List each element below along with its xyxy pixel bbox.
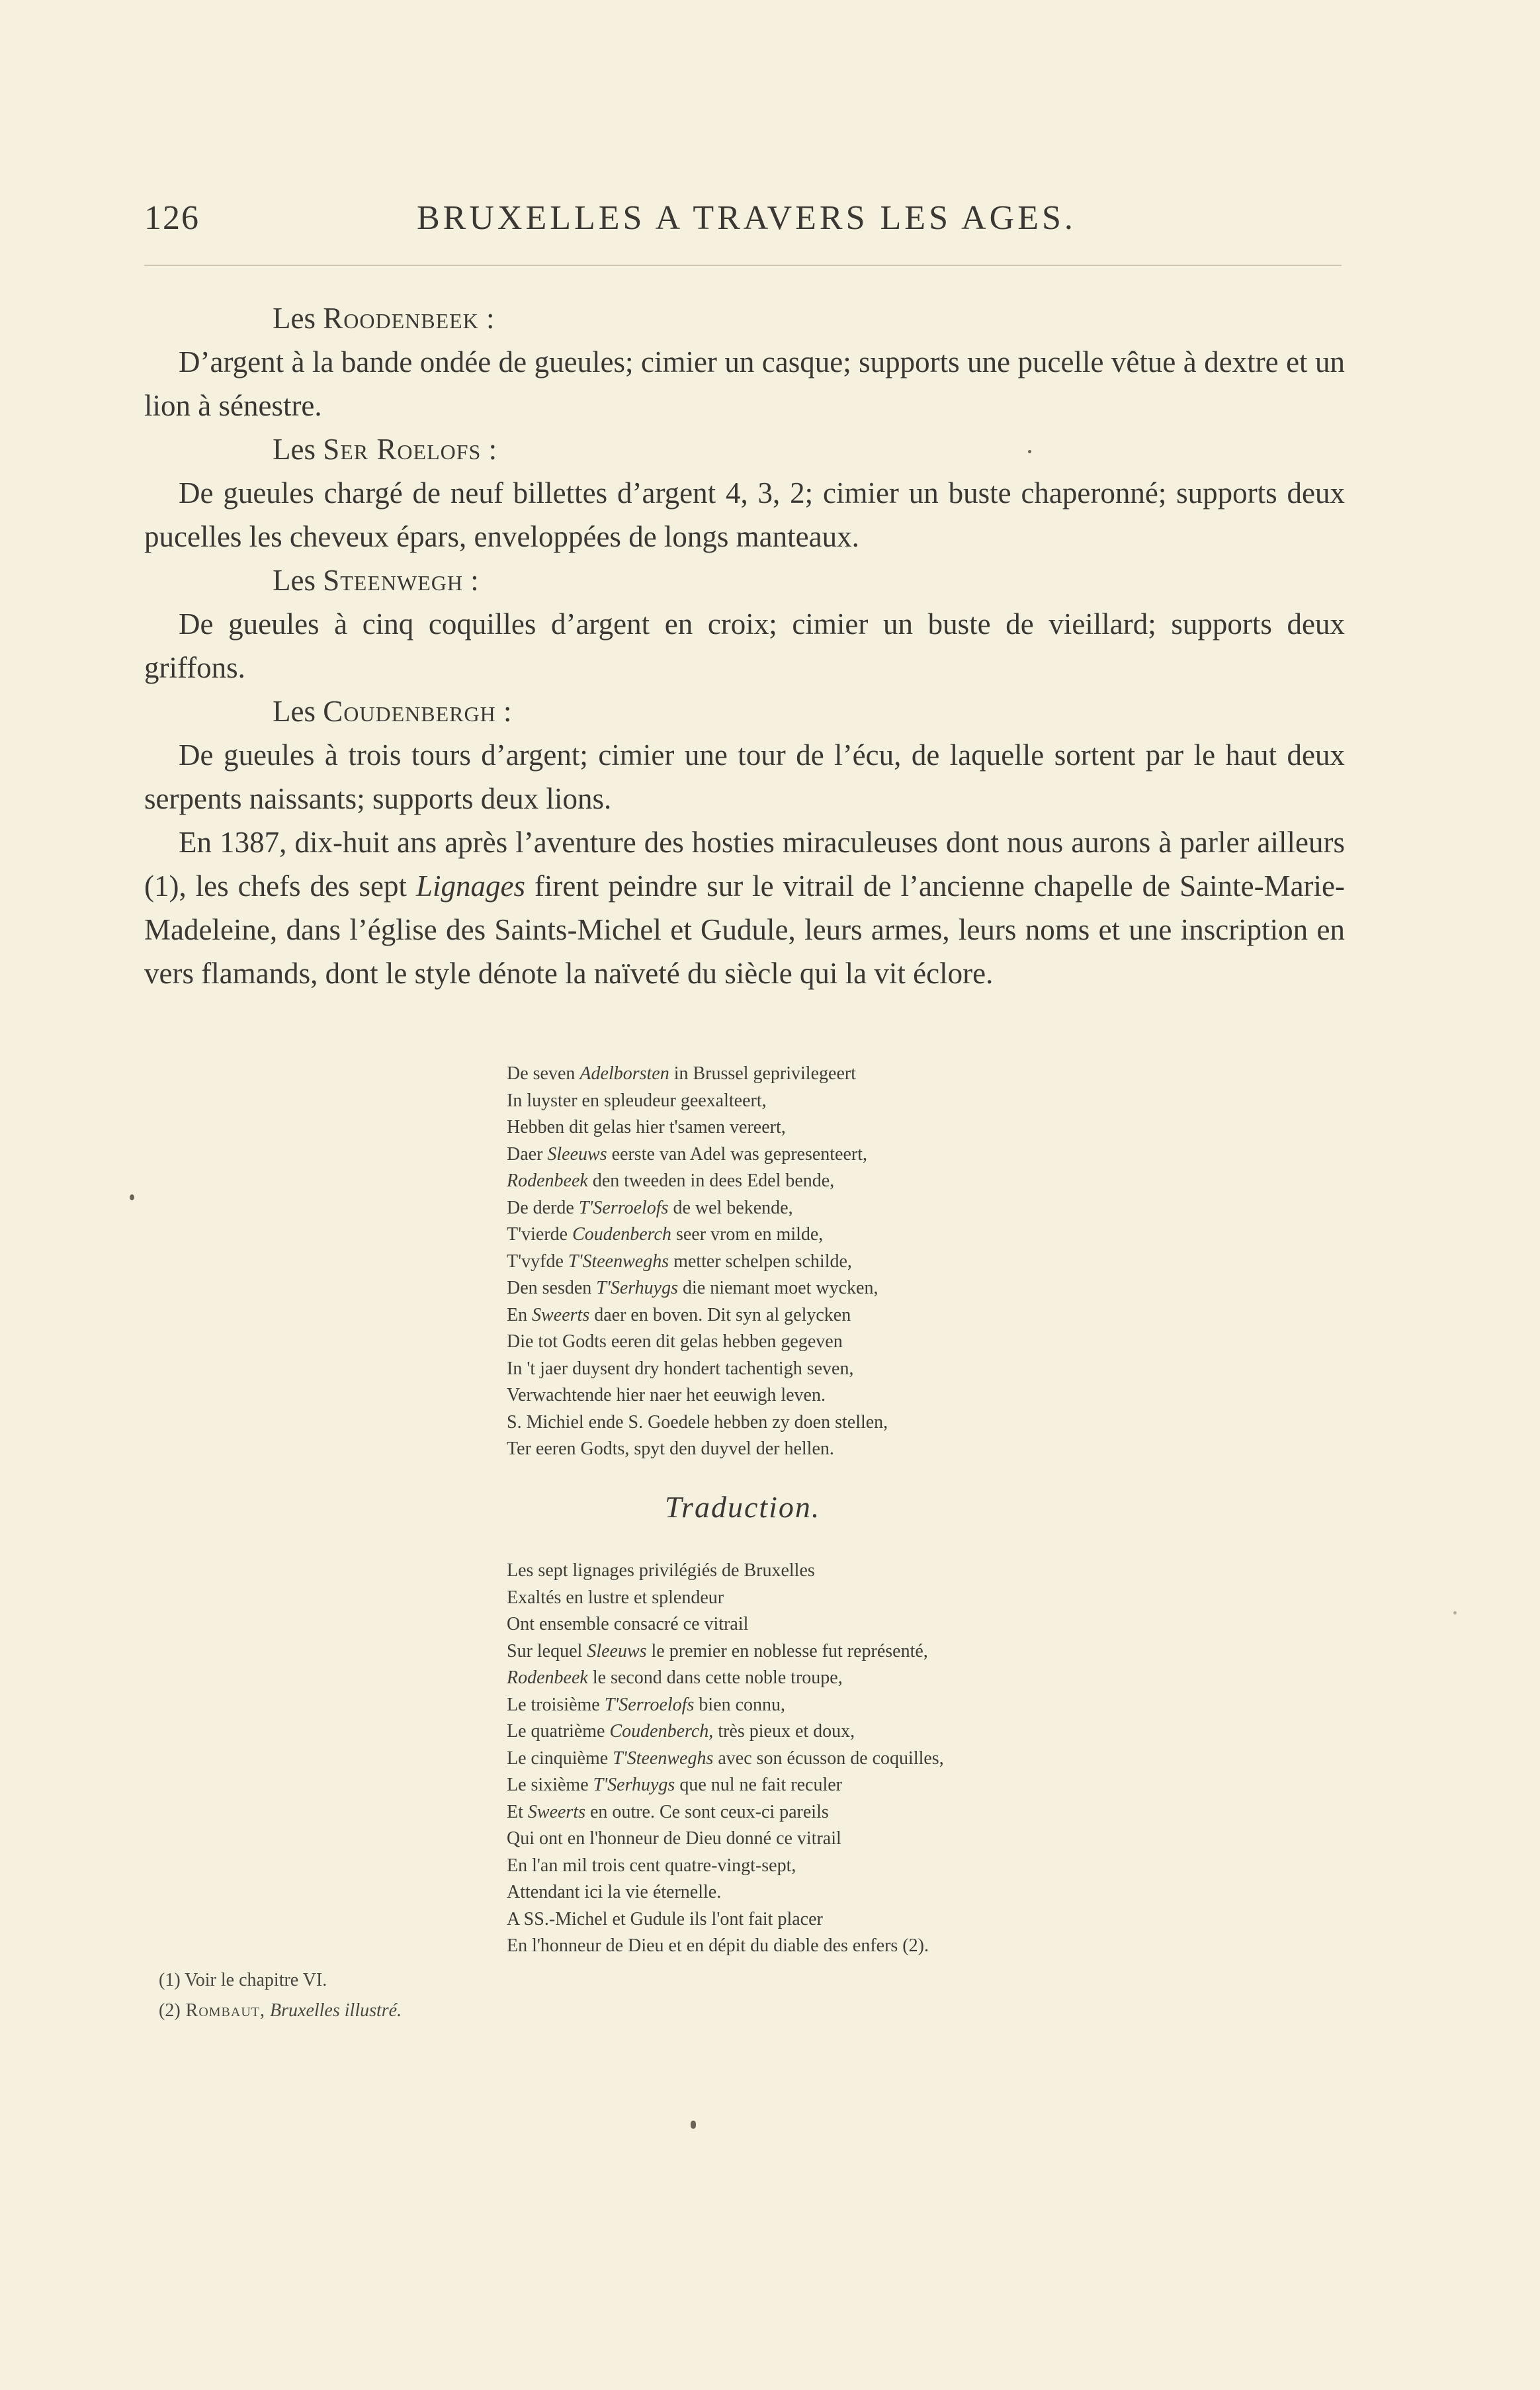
ink-speck: [1453, 1611, 1457, 1615]
family-heading-steenwegh: Les Steenwegh :: [273, 564, 479, 597]
blazon-coudenbergh: De gueules à trois tours d’argent; cimier une tour de l’écu, de laquelle sortent par le haut deux serpents naissants; supports deux lions.: [144, 738, 1345, 815]
ink-speck: [130, 1194, 134, 1200]
poem-line: Rodenbeek den tweeden in dees Edel bende,: [507, 1171, 835, 1191]
poem-line: Qui ont en l'honneur de Dieu donné ce vitrail: [507, 1828, 841, 1849]
blazon-steenwegh: De gueules à cinq coquilles d’argent en croix; cimier un buste de vieillard; supports deux griffons.: [144, 607, 1345, 684]
poem-line: Le quatrième Coudenberch, très pieux et doux,: [507, 1721, 855, 1742]
poem-line: Les sept lignages privilégiés de Bruxelles: [507, 1560, 815, 1581]
poem-line: De seven Adelborsten in Brussel geprivilegeert: [507, 1063, 856, 1084]
poem-line: A SS.-Michel et Gudule ils l'ont fait placer: [507, 1908, 823, 1929]
narrative-paragraph: En 1387, dix-huit ans après l’aventure des hosties miraculeuses dont nous aurons à parler ailleurs (1), les chefs des sept Lignages firent peindre sur le vitrail de l’ancienne chapelle de Sainte-Marie-Madeleine, dans l’église des Saints-Michel et Gudule, leurs armes, leurs noms et une inscription en vers flamands, dont le style dénote la naïveté du siècle qui la vit éclore.: [144, 826, 1345, 990]
poem-line: De derde T'Serroelofs de wel bekende,: [507, 1197, 793, 1218]
poem-line: In 't jaer duysent dry hondert tachentigh seven,: [507, 1358, 854, 1379]
poem-line: Ont ensemble consacré ce vitrail: [507, 1614, 749, 1634]
ink-speck: [1028, 450, 1031, 453]
footnotes: [159, 1965, 402, 2026]
header-rule: [144, 265, 1342, 266]
poem-line: Sur lequel Sleeuws le premier en noblesse fut représenté,: [507, 1640, 928, 1661]
poem-line: En l'an mil trois cent quatre-vingt-sept,: [507, 1855, 796, 1876]
page-number: 126: [144, 199, 200, 237]
poem-line: S. Michiel ende S. Goedele hebben zy doen stellen,: [507, 1411, 888, 1433]
poem-line: In luyster en spleudeur geexalteert,: [507, 1090, 767, 1111]
poem-line: Die tot Godts eeren dit gelas hebben gegeven: [507, 1331, 843, 1352]
poem-line: Verwachtende hier naer het eeuwigh leven.: [507, 1385, 826, 1405]
french-translation: [507, 1558, 1102, 1960]
poem-line: En l'honneur de Dieu et en dépit du diable des enfers (2).: [507, 1935, 929, 1956]
poem-line: Daer Sleeuws eerste van Adel was gepresenteert,: [507, 1143, 868, 1165]
poem-line: Le cinquième T'Steenweghs avec son écusson de coquilles,: [507, 1748, 944, 1769]
footnote-2: (2) Rombaut, Bruxelles illustré.: [159, 2000, 402, 2021]
family-heading-coudenbergh: Les Coudenbergh :: [273, 695, 512, 728]
running-title: BRUXELLES A TRAVERS LES AGES.: [417, 199, 1076, 237]
traduction-heading: Traduction.: [665, 1490, 821, 1524]
footnote-1: (1) Voir le chapitre VI.: [159, 1970, 327, 1990]
poem-line: Et Sweerts en outre. Ce sont ceux-ci pareils: [507, 1801, 829, 1822]
dutch-inscription: [507, 1061, 1102, 1463]
blazon-roodenbeek: D’argent à la bande ondée de gueules; cimier un casque; supports une pucelle vêtue à dextre et un lion à sénestre.: [144, 345, 1345, 422]
poem-line: Exaltés en lustre et splendeur: [507, 1587, 724, 1608]
blazon-ser-roelofs: De gueules chargé de neuf billettes d’argent 4, 3, 2; cimier un buste chaperonné; supports deux pucelles les cheveux épars, enveloppées de longs manteaux.: [144, 476, 1345, 553]
poem-line: Rodenbeek le second dans cette noble troupe,: [507, 1667, 843, 1688]
poem-line: Le troisième T'Serroelofs bien connu,: [507, 1694, 785, 1715]
poem-line: En Sweerts daer en boven. Dit syn al gelycken: [507, 1304, 851, 1325]
poem-line: Den sesden T'Serhuygs die niemant moet wycken,: [507, 1278, 878, 1298]
ink-speck: [691, 2121, 696, 2129]
running-head: [144, 199, 1342, 251]
family-heading-roodenbeek: Les Roodenbeek :: [273, 302, 495, 335]
poem-line: T'vyfde T'Steenweghs metter schelpen schilde,: [507, 1251, 852, 1272]
poem-line: Le sixième T'Serhuygs que nul ne fait reculer: [507, 1775, 842, 1795]
poem-line: Hebben dit gelas hier t'samen vereert,: [507, 1117, 786, 1137]
poem-line: T'vierde Coudenberch seer vrom en milde,: [507, 1224, 824, 1245]
poem-line: Attendant ici la vie éternelle.: [507, 1882, 722, 1902]
family-heading-ser-roelofs: Les Ser Roelofs :: [273, 433, 497, 466]
poem-line: Ter eeren Godts, spyt den duyvel der hellen.: [507, 1438, 834, 1459]
body-text: [144, 296, 1345, 995]
